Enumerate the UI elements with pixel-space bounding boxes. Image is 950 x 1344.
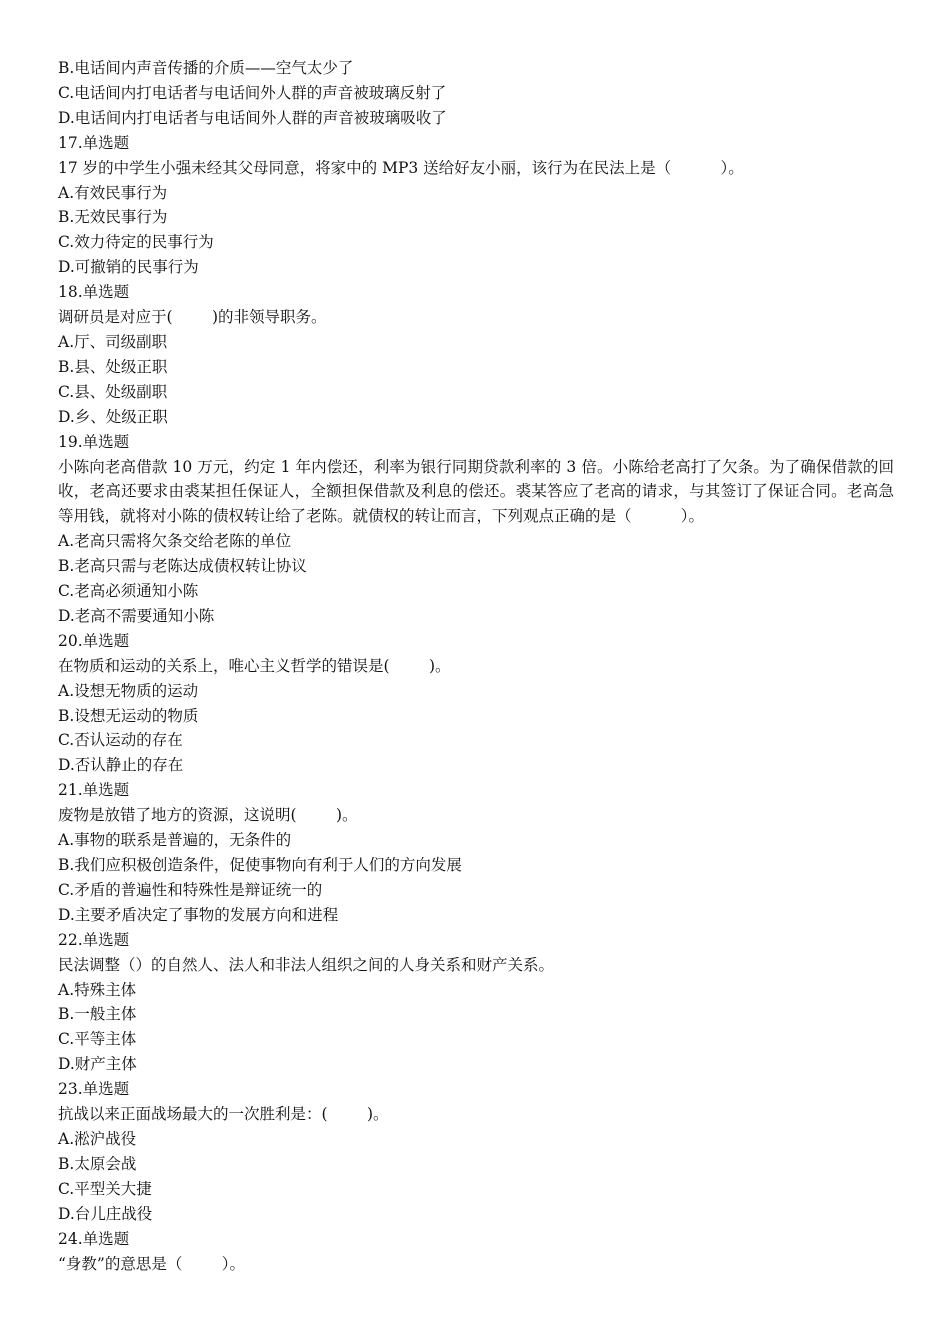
option: A.事物的联系是普遍的，无条件的 <box>58 831 292 850</box>
question-stem: 抗战以来正面战场最大的一次胜利是：( )。 <box>58 1105 389 1124</box>
option: D.台儿庄战役 <box>58 1204 153 1223</box>
question-header: 22.单选题 <box>58 930 130 949</box>
question-header: 23.单选题 <box>58 1080 130 1099</box>
question-stem: 17 岁的中学生小强未经其父母同意，将家中的 MP3 送给好友小丽，该行为在民法上是（ ）。 <box>58 158 744 177</box>
option: B.我们应积极创造条件，促使事物向有利于人们的方向发展 <box>58 856 462 874</box>
previous-question-options <box>58 56 894 131</box>
option: B.设想无运动的物质 <box>58 706 199 725</box>
question-stem: 在物质和运动的关系上，唯心主义哲学的错误是( )。 <box>58 656 451 675</box>
question-header: 18.单选题 <box>58 283 130 302</box>
question-header: 20.单选题 <box>58 631 130 650</box>
exam-document <box>58 56 894 1276</box>
question-20 <box>58 629 894 778</box>
option: B.无效民事行为 <box>58 208 168 227</box>
option: B.老高只需与老陈达成债权转让协议 <box>58 557 307 576</box>
question-stem: 废物是放错了地方的资源，这说明( )。 <box>58 806 358 825</box>
option: B.一般主体 <box>58 1005 137 1024</box>
option: D.乡、处级正职 <box>58 407 168 426</box>
option: A.老高只需将欠条交给老陈的单位 <box>58 532 292 551</box>
question-21 <box>58 778 894 927</box>
option: D.主要矛盾决定了事物的发展方向和进程 <box>58 905 339 924</box>
option: D.财产主体 <box>58 1055 137 1074</box>
option: C.否认运动的存在 <box>58 731 183 750</box>
option: C.矛盾的普遍性和特殊性是辩证统一的 <box>58 880 323 899</box>
option: C.平型关大捷 <box>58 1179 152 1198</box>
question-stem: 小陈向老高借款 10 万元，约定 1 年内偿还，利率为银行同期贷款利率的 3 倍。小陈给老高打了欠条。为了确保借款的回收，老高还要求由裘某担任保证人，全额担保借款及利息的偿还。裘某答应了老高的请求，与其签订了保证合同。老高急等用钱，就将对小陈的债权转让给了老陈。就债权的转让而言，下列观点正确的是（ ）。 <box>58 457 894 526</box>
option: D.电话间内打电话者与电话间外人群的声音被玻璃吸收了 <box>58 108 447 127</box>
option: A.设想无物质的运动 <box>58 681 199 700</box>
question-18 <box>58 280 894 429</box>
question-header: 19.单选题 <box>58 432 130 451</box>
option: A.有效民事行为 <box>58 183 168 202</box>
option: A.特殊主体 <box>58 980 137 999</box>
option: A.厅、司级副职 <box>58 332 168 351</box>
question-22 <box>58 928 894 1077</box>
question-17 <box>58 131 894 280</box>
option: A.淞沪战役 <box>58 1129 137 1148</box>
option: D.老高不需要通知小陈 <box>58 606 215 625</box>
option: D.可撤销的民事行为 <box>58 258 199 277</box>
question-stem: 调研员是对应于( )的非领导职务。 <box>58 308 327 327</box>
option: B.电话间内声音传播的介质——空气太少了 <box>58 59 354 77</box>
question-header: 21.单选题 <box>58 781 130 800</box>
option: B.太原会战 <box>58 1154 137 1173</box>
question-header: 24.单选题 <box>58 1229 130 1248</box>
question-stem: 民法调整（）的自然人、法人和非法人组织之间的人身关系和财产关系。 <box>58 955 555 974</box>
option: D.否认静止的存在 <box>58 756 184 775</box>
question-stem: “身教”的意思是（ ）。 <box>58 1254 246 1273</box>
option: C.县、处级副职 <box>58 382 168 401</box>
question-24 <box>58 1227 894 1277</box>
option: C.电话间内打电话者与电话间外人群的声音被玻璃反射了 <box>58 83 447 102</box>
question-header: 17.单选题 <box>58 133 130 152</box>
question-23 <box>58 1077 894 1226</box>
option: C.效力待定的民事行为 <box>58 233 214 252</box>
option: C.平等主体 <box>58 1030 137 1049</box>
option: B.县、处级正职 <box>58 357 168 376</box>
question-19 <box>58 430 894 629</box>
option: C.老高必须通知小陈 <box>58 582 199 601</box>
